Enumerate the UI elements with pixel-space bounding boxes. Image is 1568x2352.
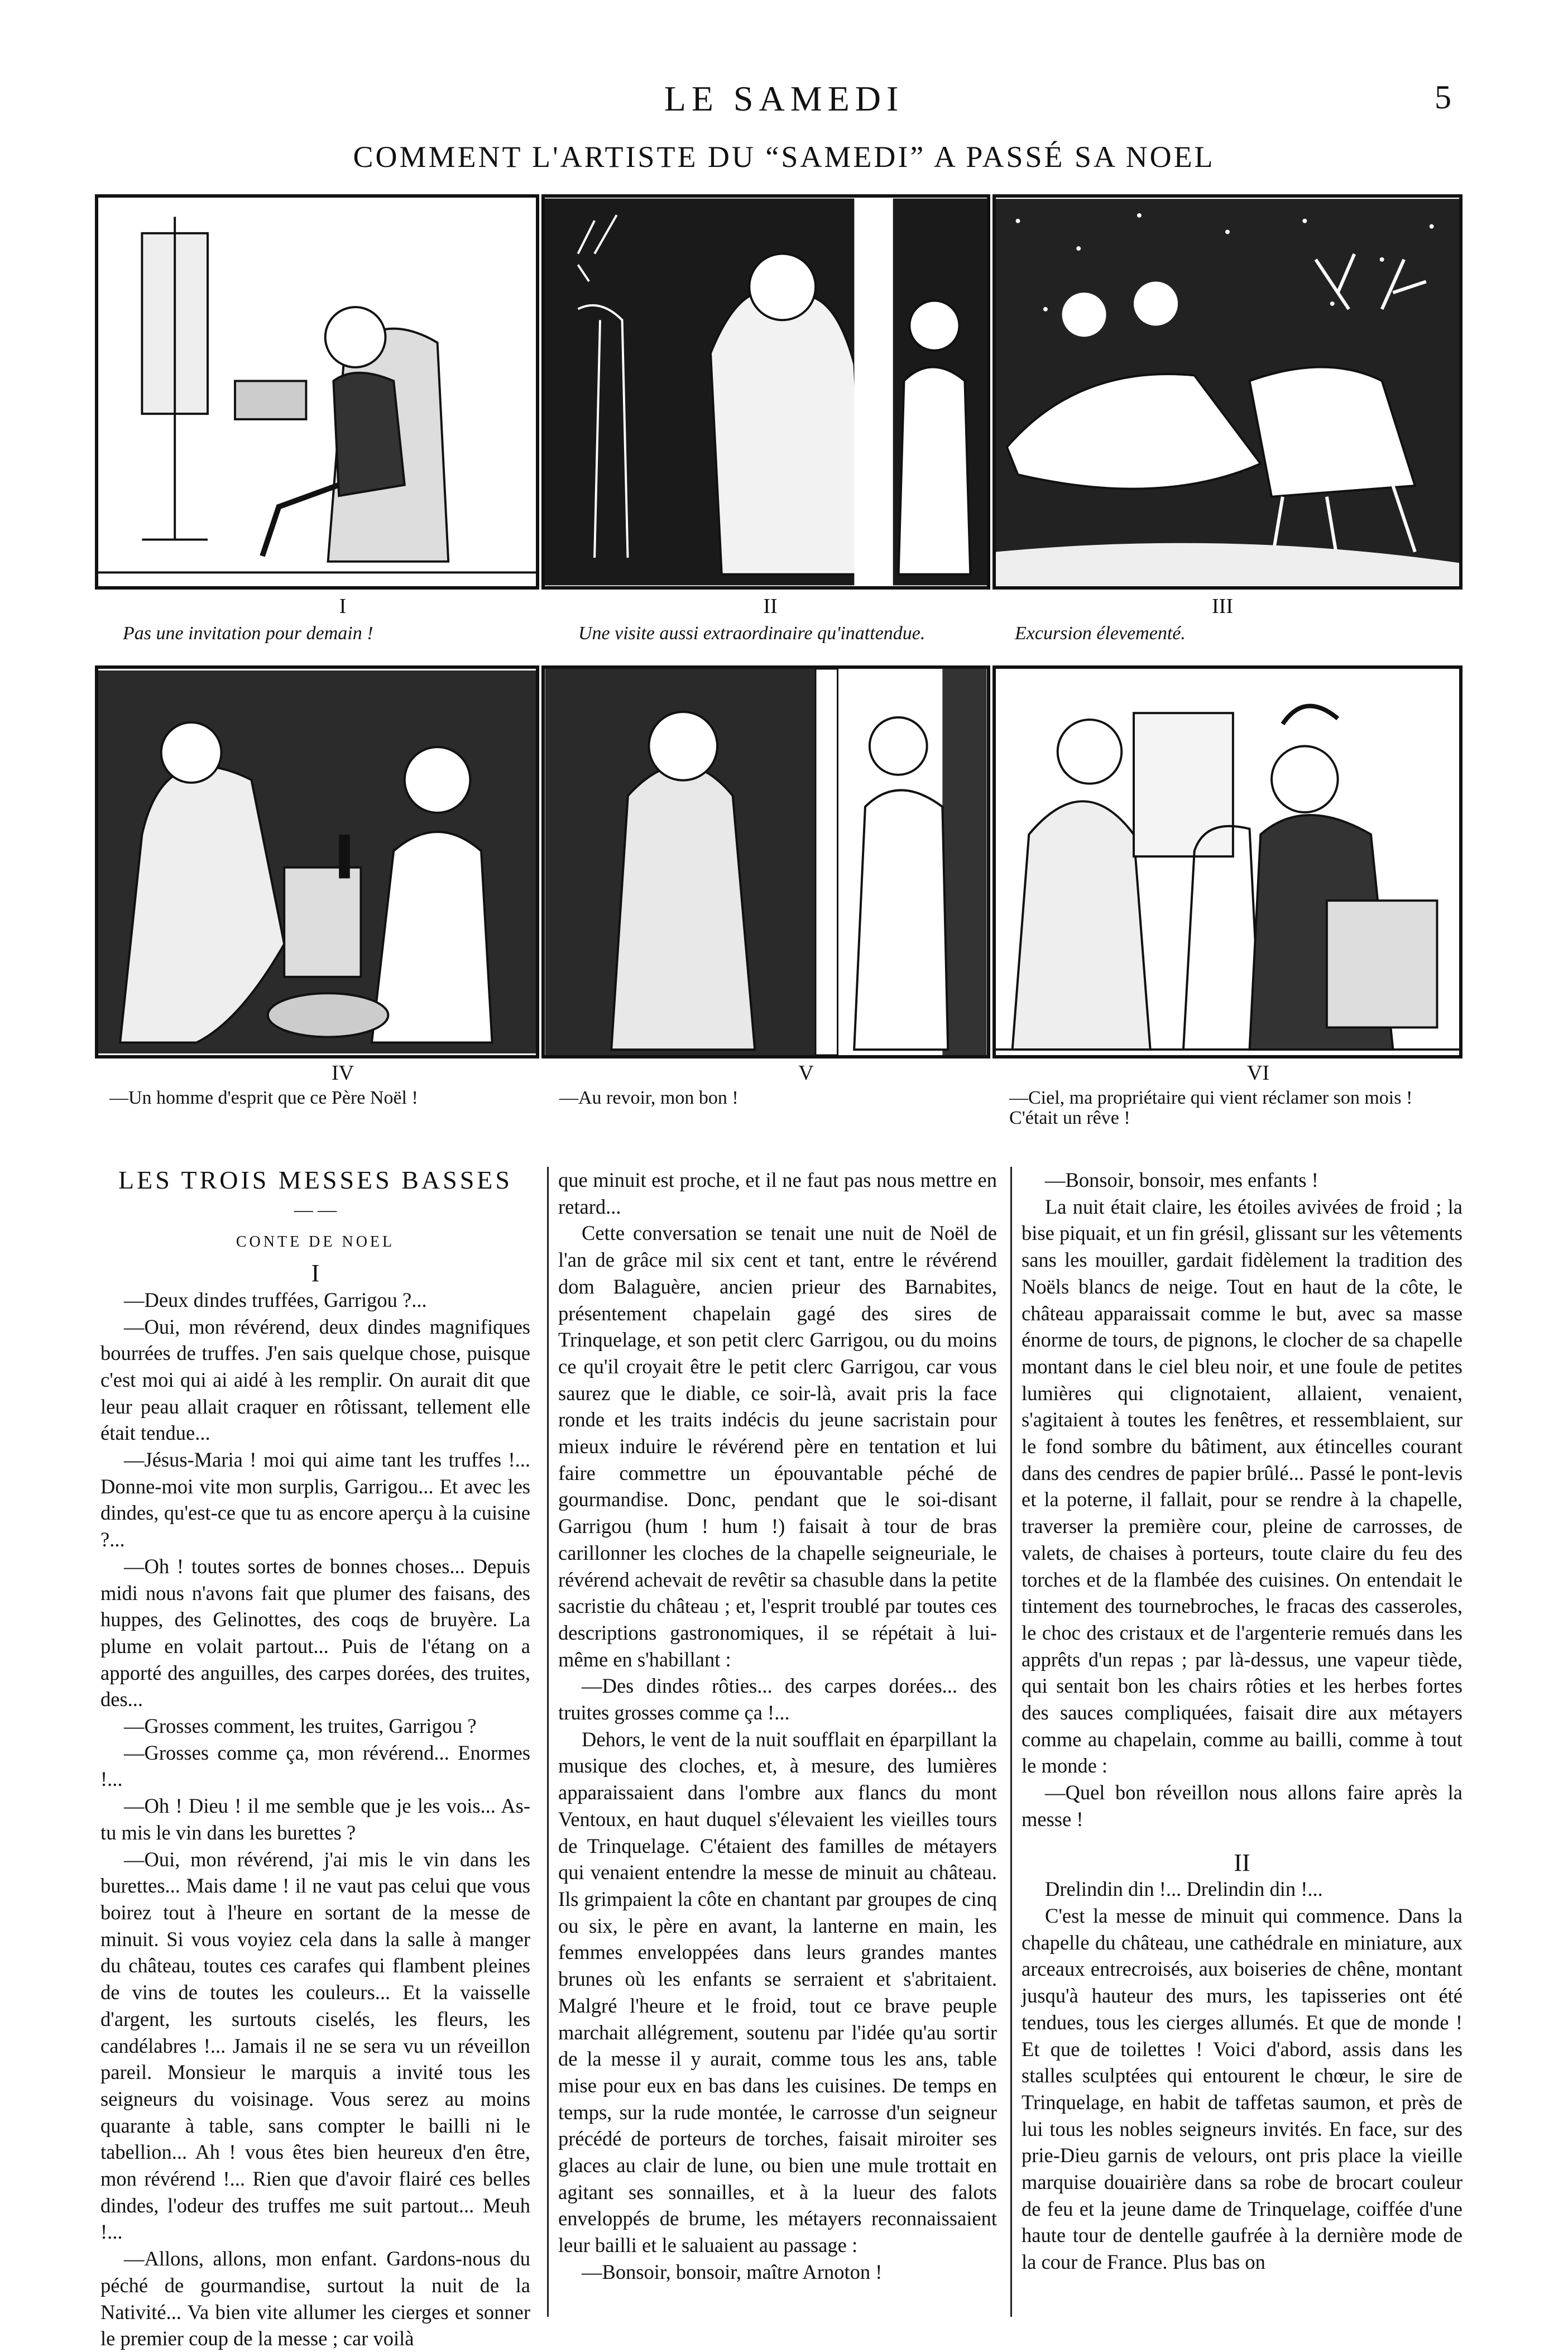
article-column-3	[1022, 1167, 1462, 2276]
comic-panel-5	[541, 665, 990, 1058]
paragraph: —Oui, mon révérend, deux dindes magnifiques bourrées de truffes. J'en sais quelque chose, puisque c'est moi qui ai aidé à les remplir. On aurait dit que leur peau allait craquer en rôtissant, tellement elle était tendue...	[100, 1315, 530, 1445]
paragraph: —Grosses comment, les truites, Garrigou ?	[124, 1714, 477, 1738]
comic-panel-6	[992, 665, 1462, 1058]
panel-5-caption: —Au revoir, mon bon !	[559, 1088, 739, 1108]
story-subtitle: CONTE DE NOEL	[236, 1233, 395, 1251]
panel-6-illustration	[996, 669, 1459, 1055]
paragraph: —Bonsoir, bonsoir, maître Arnoton !	[582, 2260, 883, 2283]
title-dash: — —	[294, 1199, 337, 1220]
article-column-1	[100, 1167, 530, 2352]
panel-6-caption: —Ciel, ma propriétaire qui vient réclamer son mois !	[1009, 1088, 1413, 1108]
panel-5-number: V	[798, 1061, 814, 1085]
paragraph: —Bonsoir, bonsoir, mes enfants !	[1045, 1168, 1318, 1191]
panel-3-caption: Excursion élevementé.	[1015, 623, 1186, 644]
paragraph: Dehors, le vent de la nuit soufflait en éparpillant la musique des cloches, et, à mesure, des lumières apparaissaient dans l'ombre aux flancs du mont Ventoux, en haut duquel s'élevaient les vieilles tours de Trinquelage. C'étaient des familles de métayers qui venaient entendre la messe de minuit au château. Ils grimpaient la côte en chantant par groupes de cinq ou six, le père en avant, la lanterne en main, les femmes enveloppées dans leurs grandes mantes brunes où les enfants se serraient et s'abritaient. Malgré l'heure et le froid, tout ce brave peuple marchait allégrement, soutenu par l'idée qu'au sortir de la messe il y aurait, comme tous les ans, table mise pour eux en bas dans les cuisines. De temps en temps, sur la rude montée, le carrosse d'un seigneur précédé de porteurs de torches, faisait miroiter ses glaces au clair de lune, ou bien une mule trottait en agitant ses sonnailles, et à la lueur des falots enveloppés de brume, les métayers reconnaissaient leur bailli et le saluaient au passage :	[558, 1727, 997, 2257]
comic-panel-3	[992, 194, 1462, 590]
paragraph: —Oh ! Dieu ! il me semble que je les vois... As-tu mis le vin dans les burettes ?	[100, 1794, 530, 1844]
panel-2-number: II	[763, 595, 778, 618]
paragraph: Cette conversation se tenait une nuit de Noël de l'an de grâce mil six cent et tant, entre le révérend dom Balaguère, ancien prieur des Barnabites, présentement chapelain gagé des sires de Trinquelage, et son petit clerc Garrigou, ou du moins ce qu'il croyait être le petit clerc Garrigou, car vous saurez que le diable, ce soir-là, avait pris la face ronde et les traits indécis du jeune sacristain pour mieux induire le révérend père en tentation et lui faire commettre un épouvantable péché de gourmandise. Donc, pendant que le soi-disant Garrigou (hum ! hum !) faisait à tour de bras carillonner les cloches de la chapelle seigneuriale, le révérend achevait de revêtir sa chasuble dans la petite sacristie du château ; et, l'esprit troublé par toutes ces descriptions gastronomiques, il se répétait à lui-même en s'habillant :	[558, 1221, 997, 1671]
panel-6-number: VI	[1246, 1061, 1270, 1085]
article-column-2	[558, 1167, 997, 2286]
comic-panel-2	[541, 194, 990, 590]
paragraph: C'est la messe de minuit qui commence. Dans la chapelle du château, une cathédrale en miniature, aux arceaux entrecroisés, aux boiseries de chêne, montant jusqu'à hauteur des murs, les tapisseries ont été tendues, tous les cierges allumés. Et que de monde ! Et que de toilettes ! Voici d'abord, assis dans les stalles sculptées qui entourent le chœur, le sire de Trinquelage, en habit de taffetas saumon, et près de lui tous les nobles seigneurs invités. En face, sur des prie-Dieu garnis de velours, ont pris place la vieille marquise douairière dans sa robe de brocart couleur de feu et la jeune dame de Trinquelage, coiffée d'une haute tour de dentelle gaufrée à la dernière mode de la cour de France. Plus bas on	[1022, 1904, 1462, 2274]
paragraph: que minuit est proche, et il ne faut pas nous mettre en retard...	[558, 1168, 997, 1218]
masthead: LE SAMEDI	[664, 79, 904, 118]
panel-4-number: IV	[331, 1061, 354, 1085]
paragraph: —Grosses comme ça, mon révérend... Enormes !...	[100, 1741, 530, 1791]
panel-2-illustration	[545, 198, 987, 586]
section-number-1: I	[311, 1259, 320, 1287]
page-number: 5	[1435, 79, 1451, 116]
panel-1-illustration	[98, 198, 536, 586]
paragraph: —Oh ! toutes sortes de bonnes choses... Depuis midi nous n'avons fait que plumer des faisans, des huppes, des Gelinottes, des coqs de bruyère. La plume en volait partout... Puis de l'étang on a apporté des anguilles, des carpes dorées, des truites, des...	[100, 1554, 530, 1711]
paragraph: —Quel bon réveillon nous allons faire après la messe !	[1022, 1781, 1462, 1831]
paragraph: —Allons, allons, mon enfant. Gardons-nous du péché de gourmandise, surtout la nuit de la Nativité... Va bien vite allumer les cierges et sonner le premier coup de la messe ; car voilà	[100, 2247, 530, 2350]
paragraph: —Jésus-Maria ! moi qui aime tant les truffes !... Donne-moi vite mon surplis, Garrigou... Et avec les dindes, qu'est-ce que tu as encore aperçu à la cuisine ?...	[100, 1448, 530, 1551]
panel-4-illustration	[98, 669, 536, 1055]
panel-6-caption-line2: C'était un rêve !	[1009, 1108, 1130, 1128]
panel-4-caption: —Un homme d'esprit que ce Père Noël !	[109, 1088, 418, 1108]
paragraph: La nuit était claire, les étoiles avivées de froid ; la bise piquait, et un fin grésil, glissant sur les vêtements sans les mouiller, gardait fidèlement la tradition des Noëls blancs de neige. Tout en haut de la côte, le château apparaissait comme le but, avec sa masse énorme de tours, de pignons, le clocher de sa chapelle montant dans le ciel bleu noir, et une foule de petites lumières qui clignotaient, allaient, venaient, s'agitaient à toutes les fenêtres, et ressemblaient, sur le fond sombre du bâtiment, aux étincelles courant dans des cendres de papier brûlé... Passé le pont-levis et la poterne, il fallait, pour se rendre à la chapelle, traverser la première cour, pleine de carrosses, de valets, de chaises à porteurs, toute claire du feu des torches et de la flambée des cuisines. On entendait le tintement des tournebroches, le fracas des casseroles, le choc des cristaux et de l'argenterie remués dans les apprêts d'un repas ; par là-dessus, une vapeur tiède, qui sentait bon les chairs rôties et les herbes fortes des sauces compliquées, faisait dire aux métayers comme au chapelain, comme au bailli, comme à tout le monde :	[1022, 1195, 1462, 1778]
story-title: LES TROIS MESSES BASSES	[118, 1166, 512, 1194]
paragraph: —Des dindes rôties... des carpes dorées... des truites grosses comme ça !...	[558, 1674, 997, 1725]
panel-3-number: III	[1212, 595, 1233, 618]
paragraph: —Deux dindes truffées, Garrigou ?...	[124, 1288, 427, 1311]
panel-1-number: I	[339, 595, 347, 618]
column-rule-1	[547, 1167, 549, 2317]
comic-title: COMMENT L'ARTISTE DU “SAMEDI” A PASSÉ SA NOEL	[353, 140, 1215, 174]
panel-1-caption: Pas une invitation pour demain !	[123, 623, 373, 644]
panel-5-illustration	[545, 669, 987, 1055]
column-rule-2	[1010, 1167, 1012, 2317]
comic-panel-1	[95, 194, 539, 590]
paragraph: Drelindin din !... Drelindin din !...	[1045, 1877, 1323, 1901]
paragraph: —Oui, mon révérend, j'ai mis le vin dans les burettes... Mais dame ! il ne vaut pas celui que vous boirez tout à l'heure en sortant de la messe de minuit. Si vous voyiez cela dans la salle à manger du château, toutes ces carafes qui flambent pleines de vins de toutes les couleurs... Et la vaisselle d'argent, les surtouts ciselés, les fleurs, les candélabres !... Jamais il ne se sera vu un réveillon pareil. Monsieur le marquis a invité tous les seigneurs du voisinage. Vous serez au moins quarante à table, sans compter le bailli ni le tabellion... Ah ! vous êtes bien heureux d'en être, mon révérend !... Rien que d'avoir flairé ces belles dindes, l'odeur des truffes me suit partout... Meuh !...	[100, 1847, 530, 2244]
comic-panel-4	[95, 665, 539, 1058]
panel-2-caption: Une visite aussi extraordinaire qu'inattendue.	[578, 623, 926, 644]
section-number-2: II	[1234, 1848, 1250, 1876]
panel-3-illustration	[996, 198, 1459, 586]
